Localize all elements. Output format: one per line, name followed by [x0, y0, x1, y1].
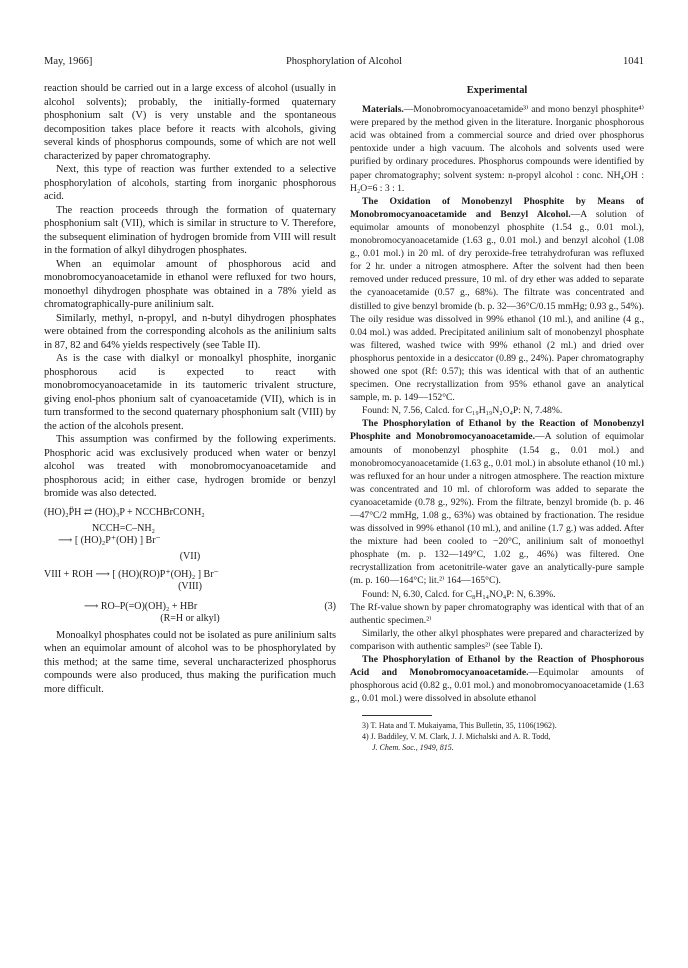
paragraph: The reaction proceeds through the formation of quaternary phosphonium salt (VII), which is similar in structure to V. Therefore, the subsequent elimination of hydrogen bromide from VIII will result in the formation of alkyl dihydrogen phosphates. — [44, 204, 336, 256]
paragraph: Similarly, the other alkyl phosphates were prepared and characterized by comparison with authentic samples²⁾ (see Table I). — [350, 627, 644, 652]
viii-label: (VIII) — [178, 580, 202, 592]
vii-label: (VII) — [179, 550, 201, 562]
equation-final — [44, 601, 336, 613]
paragraph — [350, 653, 644, 705]
paragraph-text: —Monobromocyanoacetamide³⁾ and mono benzyl phosphite⁴⁾ were prepared by the method given in the literature. Inorganic phosphorous acid was obtained from a commercial source and dried over phosphorus pentoxide under a high vacuum. The alcohols and solvents used were purified by ordinary procedures. Phosphorus compounds were identified by paper chromatography; solvent system: n-propyl alcohol : conc. NH₄OH : H₂O=6 : 3 : 1. — [350, 104, 644, 194]
equation-line-1: (HO)₂P̈H ⇄ (HO)₃P + NCCHBrCONH₂ — [44, 506, 205, 518]
paragraph-text: —Equimolar amounts of phosphorous acid (0.82 g., 0.01 mol.) and monobromocyanoacetamide (1.63 g., 0.01 mol.) were dissolved in absolute ethanol — [350, 667, 644, 705]
run-in-heading: The Phosphorylation of Ethanol by the Reaction of Phosphorous Acid and Monobromocyanoacetamide. — [350, 654, 644, 679]
left-column — [44, 82, 336, 696]
footnote-4-journal: J. Chem. Soc., 1949, 815. — [372, 743, 454, 753]
paragraph — [350, 417, 644, 587]
paragraph — [350, 103, 644, 195]
run-in-heading: The Oxidation of Monobenzyl Phosphite by Means of Monobromocyanoacetamide and Benzyl Alcohol. — [350, 195, 644, 220]
paragraph: Next, this type of reaction was further extended to a selective phosphorylation of alcohols, starting from inorganic phosphorous acid. — [44, 164, 336, 202]
equation-viii: VIII + ROH ⟶ [ (HO)(RO)P⁺(OH)₂ ] Br⁻ — [44, 568, 219, 580]
footnote-3: 3) T. Hata and T. Mukaiyama, This Bulletin, 35, 1106(1962). — [362, 721, 557, 731]
paragraph-text: —A solution of equimolar amounts of monobenzyl phosphite (1.54 g., 0.01 mol.) and monobromocyanoacetamide (1.63 g., 0.01 mol.) in absolute ethanol (10 ml.) was refluxed for an hour under a nitrogen atmosphere. The reaction mixture was concentrated and 10 ml. of chloroform was added to separate the cyanoacetamide (0.78 g., 92%). From the filtrate, benzyl bromide (b. p. 46—47°C/2 mmHg, 1.08 g., 63%) was obtained by fractionation. The residue was dissolved in 99% ethanol (10 ml.), and aniline (1.7 g.) was added. After the mixture had been cooled to −20°C, anilinium salt of monoethyl phosphate (m. p. 132—149°C, 1.02 g., 46%) was filtered. One recrystallization from acetonitrile-water gave an analytically-pure sample (m. p. 160—164°C; lit.²⁾ 164—165°C). — [350, 431, 644, 587]
reaction-scheme — [44, 507, 336, 625]
vii-structure: ⟶ [ (HO)₂P⁺(OH) ] Br⁻ — [58, 534, 161, 546]
paragraph: As is the case with dialkyl or monoalkyl phosphite, inorganic phosphorous acid is expected to react with monobromocyanoacetamide in its tautomeric trivalent structure, giving enol-phos phonium salt of cyanoacetamide (VII), which is in turn transformed to the second quaternary phosphonium salt (VIII) by the action of the alcohols present. — [44, 353, 336, 432]
footnote-divider — [362, 715, 432, 716]
run-in-heading: The Phosphorylation of Ethanol by the Reaction of Monobenzyl Phosphite and Monobromocyanoacetamide. — [350, 418, 644, 443]
vii-salt: [ (HO)₂P⁺(OH) ] Br⁻ — [74, 534, 161, 546]
run-in-heading: Materials. — [362, 104, 404, 116]
right-column — [350, 82, 644, 753]
footnote-4: 4) J. Baddiley, V. M. Clark, J. J. Michalski and A. R. Todd, — [362, 732, 551, 742]
paragraph: Similarly, methyl, n-propyl, and n-butyl dihydrogen phosphates were obtained from the corresponding alcohols as the anilinium salts in 87, 82 and 64% yields respectively (see Table II). — [44, 312, 336, 351]
header-date: May, 1966] — [44, 56, 93, 67]
equation-final-text: ⟶ RO–P(=O)(OH)₂ + HBr — [84, 600, 198, 612]
vii-top: NCCH=C–NH₂ — [92, 522, 156, 534]
paragraph — [350, 195, 644, 405]
paragraph: When an equimolar amount of phosphorous acid and monobromocyanoacetamide in ethanol were refluxed for two hours, monoethyl dihydrogen phosphate was obtained in a 78% yield as chromatographically-pure anilinium salt. — [44, 258, 336, 310]
analysis-line: Found: N, 6.30, Calcd. for C₈H₁₄NO₄P: N, 6.39%. — [362, 588, 556, 600]
analysis-line: Found: N, 7.56, Calcd. for C₁₉H₁₉N₂O₄P: N, 7.48%. — [362, 405, 563, 417]
header-title: Phosphorylation of Alcohol — [285, 56, 403, 67]
paragraph: The Rf-value shown by paper chromatography was identical with that of an authentic specimen.²⁾ — [350, 601, 644, 626]
r-definition: (R=H or alkyl) — [160, 612, 220, 624]
paragraph: reaction should be carried out in a large excess of alcohol (usually in alcohol solvents); probably, the initially-formed quaternary phosphonium salt (V) is very unstable and the spontaneous decomposition takes place before it reacts with alcohols, giving several kinds of phosphorus compounds, some of which are not well characterized by paper chromatography. — [44, 83, 336, 162]
equation-number: (3) — [324, 600, 336, 612]
paragraph: This assumption was confirmed by the following experiments. Phosphoric acid was exclusively produced when water or benzyl alcohol was treated with monobromocyanoacetamide and phosphorous acid; in either case, hydrogen bromide or benzyl bromide was also detected. — [44, 434, 336, 499]
paragraph: Monoalkyl phosphates could not be isolated as pure anilinium salts when an equimolar amount of alcohol was to be phosphorylated by this method; at the same time, several uncharacterized phosphorus compounds were also produced, thus making the purification much more difficult. — [44, 629, 336, 695]
running-header — [44, 56, 644, 72]
paragraph-text: —A solution of equimolar amounts of monobenzyl phosphite (1.54 g., 0.01 mol.), monobromocyanoacetamide (1.63 g., 0.01 mol.) and benzyl alcohol (1.08 g., 0.01 mol.) in 20 ml. of dry peroxide-free tetrahydrofuran was refluxed for 2 hr. under a nitrogen atmosphere. After the solvent had then been removed under reduced pressure, 10 ml. of dry ether was added to separate the cyanoacetamide (0.57 g., 68%). The filtrate was concentrated and distilled to give benzyl bromide (b. p. 32—36°C/0.15 mmHg; 0.93 g., 54%). The oily residue was dissolved in 99% ethanol (10 ml.), and aniline (4 g., 0.04 mol.) was added. Precipitated anilinium salt of monobenzyl phosphate was filtered, washed twice with 99% ethanol (2 ml.) and dried over phosphorus pentoxide in a desiccator (0.89 g., 24%). Paper chromatography showed one spot (Rf: 0.57); this was identical with that of an authentic specimen. One recrystallization from 95% ethanol gave an analytical sample, m. p. 149—152°C. — [350, 208, 644, 404]
page-number: 1041 — [623, 56, 644, 67]
section-title: Experimental — [466, 85, 528, 96]
